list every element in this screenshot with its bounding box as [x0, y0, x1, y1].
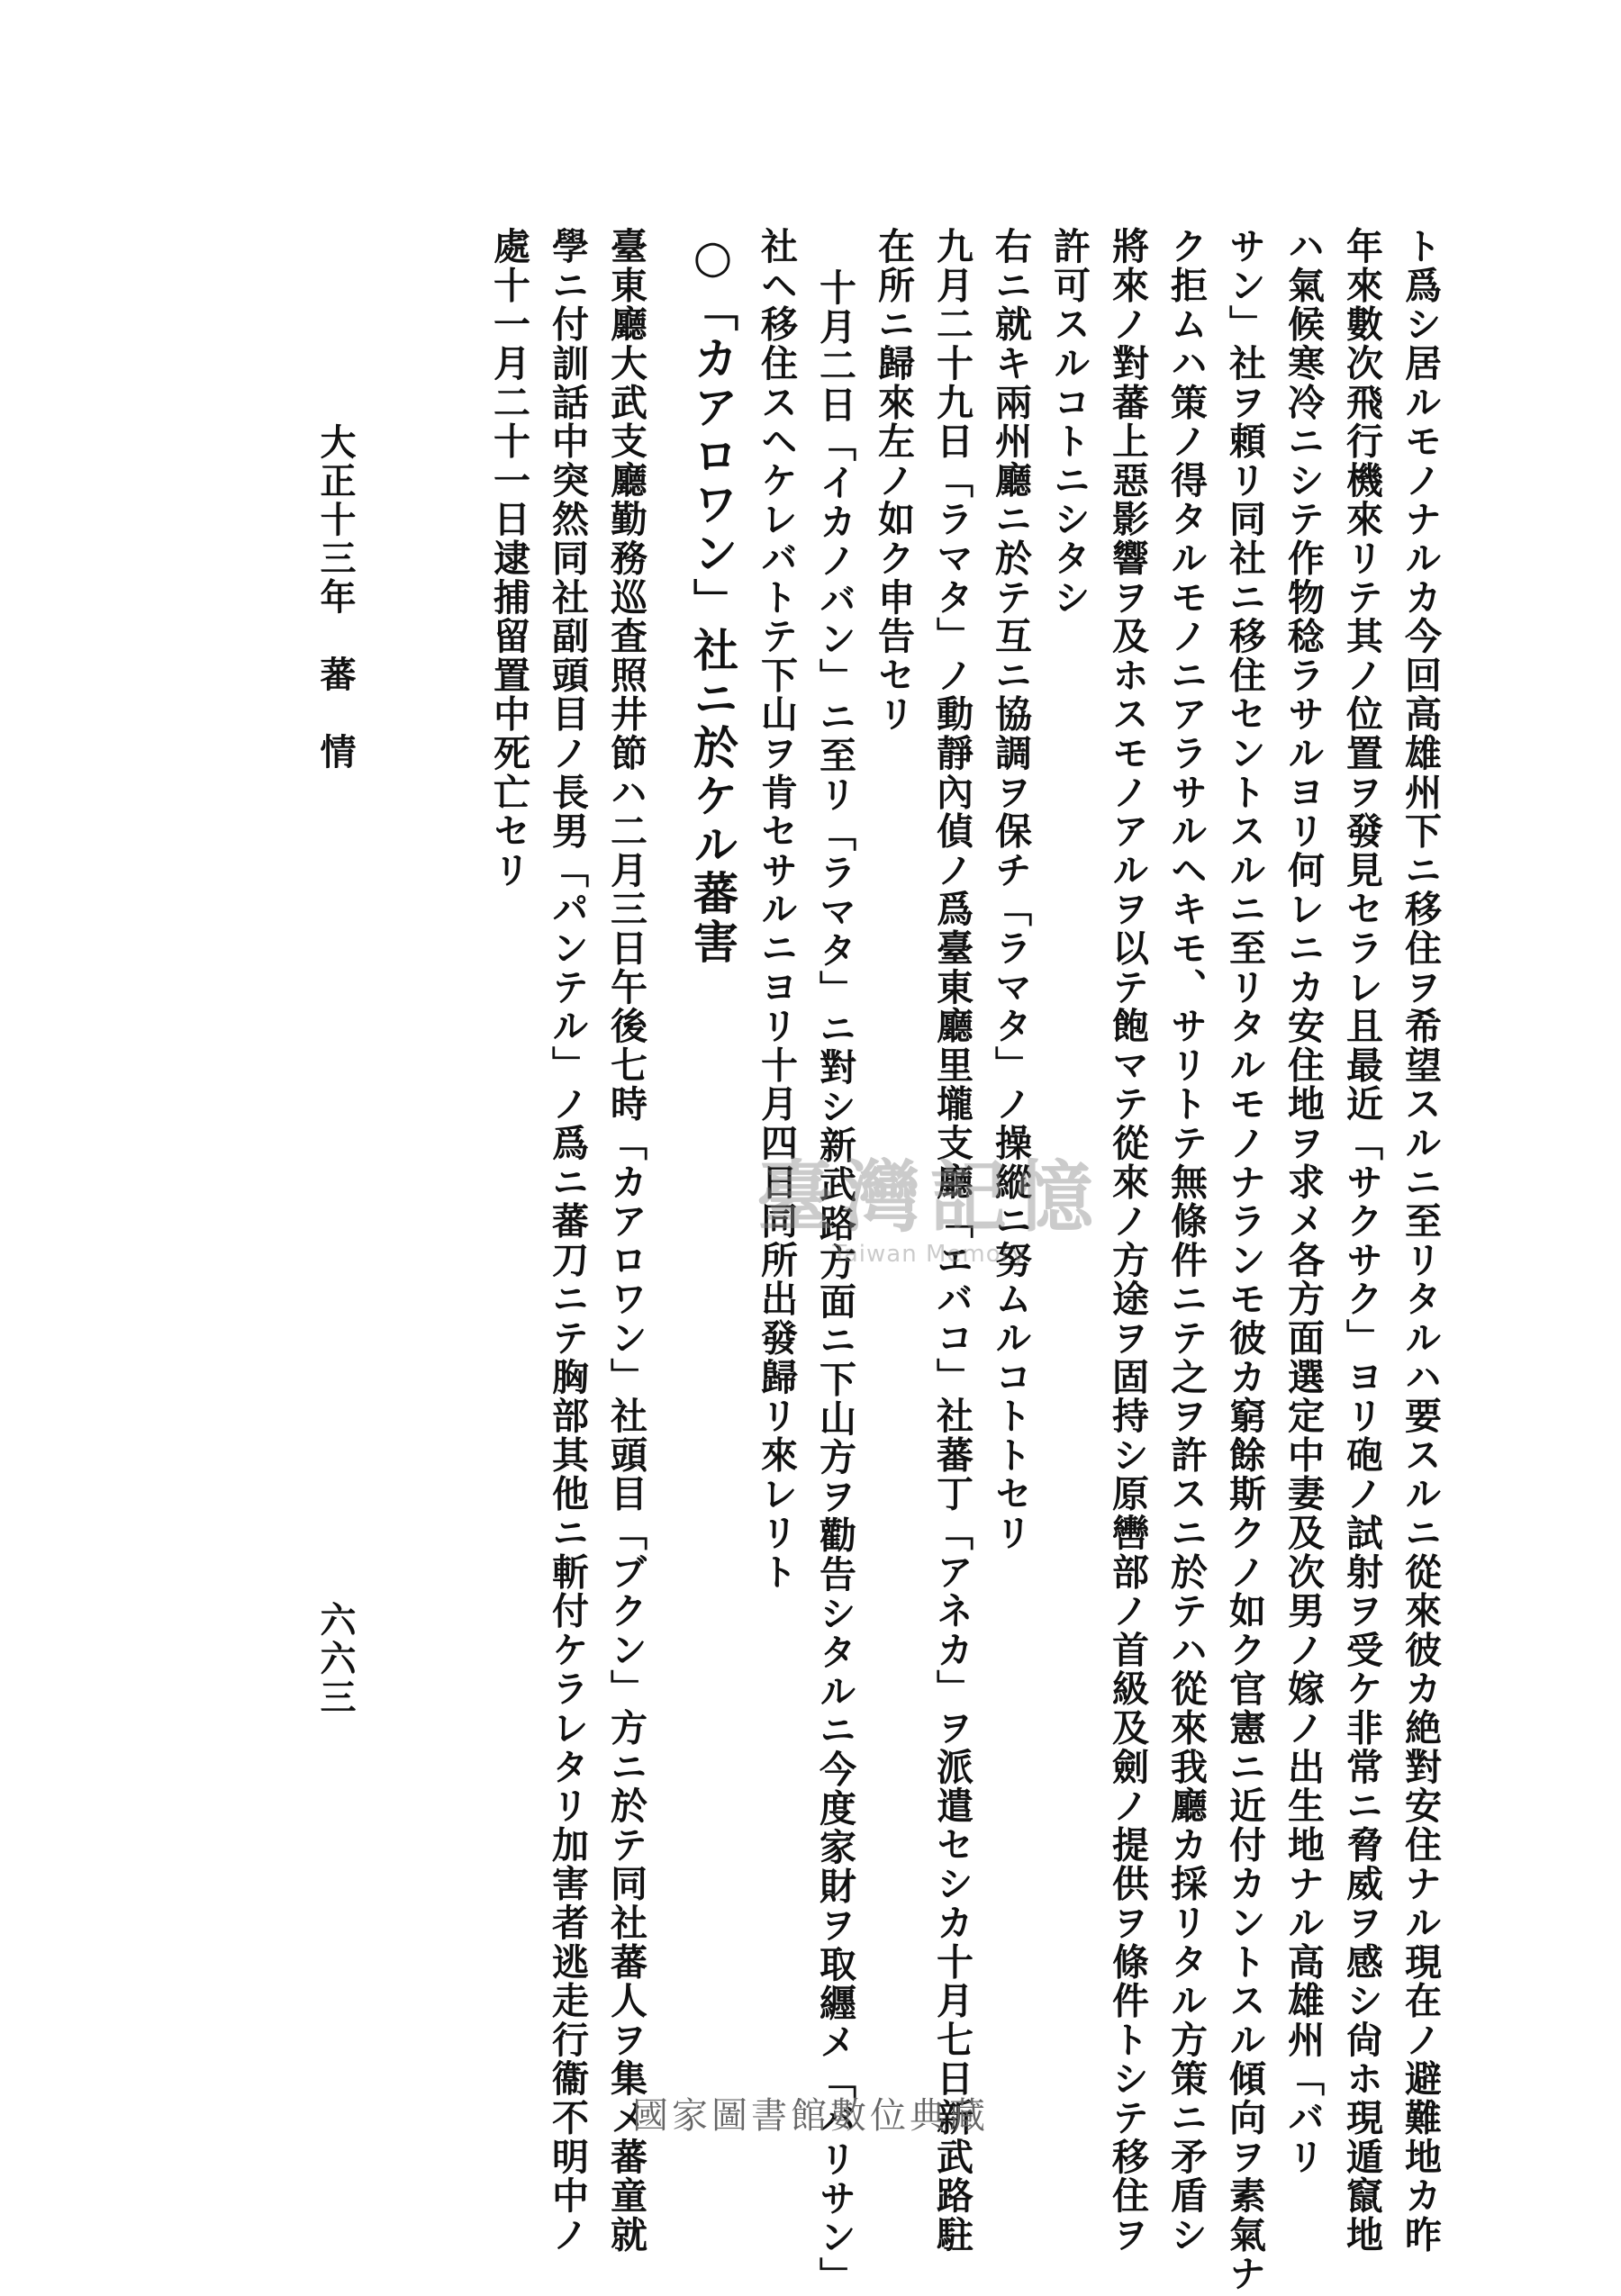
text-column-1: ト爲シ居ルモノナルカ今回高雄州下ニ移住ヲ希望スルニ至リタルハ要スルニ從來彼カ絶對安住ナル現在ノ避難地カ昨: [1399, 227, 1442, 2255]
watermark-title: 臺灣記憶: [756, 1152, 1102, 1243]
text-column-3: ハ氣候寒冷ニシテ作物稔ラサルヨリ何レニカ安住地ヲ求メ各方面選定中妻及次男ノ嫁ノ出生地ナル高雄州「バリ: [1281, 227, 1325, 2176]
text-column-7: 許可スルコトニシタシ: [1047, 227, 1091, 617]
text-column-4: サン」社ヲ頼リ同社ニ移住セントスルニ至リタルモノナランモ彼カ窮餘斯クノ如ク官憲ニ近付カントスル傾向ヲ素氣ナ: [1223, 227, 1266, 2293]
watermark-subtitle: Taiwan Memory: [832, 1241, 1027, 1268]
text-column-8: 右ニ就キ兩州廳ニ於テ互ニ協調ヲ保チ「ラマタ」ノ操縱ニ努ムルコトトセリ: [989, 227, 1032, 1553]
text-column-15: 處十一月二十一日逮捕留置中死亡セリ: [487, 227, 530, 890]
watermark: [756, 1134, 1102, 1268]
text-column-13: 臺東廳大武支廳勤務巡査照井節ハ二月三日午後七時「カアロワン」社頭目「ブクン」方ニ於テ同社蕃人ヲ集メ蕃童就: [604, 227, 647, 2255]
section-heading: ○「カアロワン」社ニ於ケル蕃害: [686, 230, 739, 967]
text-column-6: 將來ノ對蕃上惡影響ヲ及ホスモノアルヲ以テ飽マテ從來ノ方途ヲ固持シ原轡部ノ首級及劍ノ提供ヲ條件トシテ移住ヲ: [1106, 227, 1149, 2255]
text-column-10: 在所ニ歸來左ノ如ク申告セリ: [872, 227, 915, 734]
text-column-2: 年來數次飛行機來リテ其ノ位置ヲ發見セラレ且最近「サクサク」ヨリ砲ノ試射ヲ受ケ非常ニ脅威ヲ感シ尙ホ現遁竄地: [1340, 227, 1383, 2255]
running-head: 大正十三年 蕃 情: [314, 423, 357, 772]
text-column-5: ク拒ムハ策ノ得タルモノニアラサルヘキモ、サリトテ無條件ニテ之ヲ許スニ於テハ從來我廳カ採リタル方策ニ矛盾シ: [1164, 227, 1208, 2255]
page-number: 六六三: [314, 1601, 357, 1717]
text-column-11: 十月二日「イカノバン」ニ至リ「ラマタ」ニ對シ新武路方面ニ下山方ヲ勸告シタルニ今度家財ヲ取纒メ「バリサン」: [813, 268, 856, 2296]
text-column-14: 學ニ付訓話中突然同社副頭目ノ長男「パンテル」ノ爲ニ蕃刀ニテ胸部其他ニ斬付ケラレタリ加害者逃走行衞不明中ノ: [546, 227, 589, 2255]
text-column-12: 社ヘ移住スヘケレバトテ下山ヲ肯セサルニヨリ十月四日同所出發歸リ來レリト: [755, 227, 798, 1592]
library-footer: 國家圖書館數位典藏: [632, 2095, 989, 2137]
text-column-9: 九月二十九日「ラマタ」ノ動靜內偵ノ爲臺東廳里壠支廳「エバコ」社蕃丁「アネカ」ヲ派遣セシカ十月七日新武路駐: [930, 227, 974, 2255]
